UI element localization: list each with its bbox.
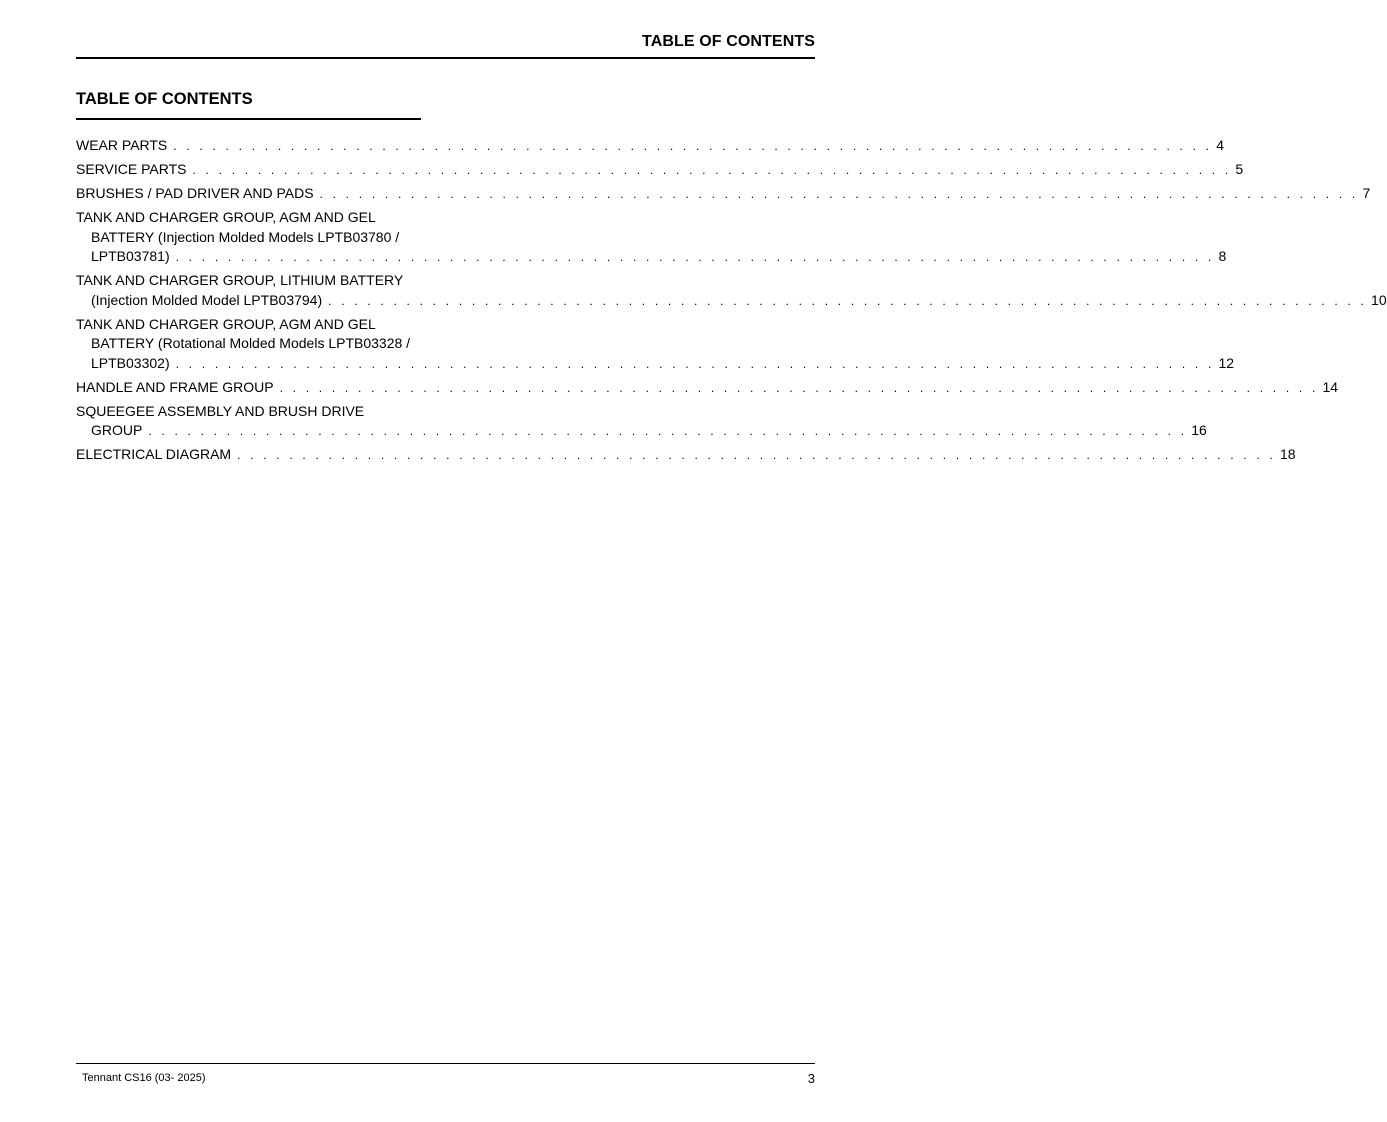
- dot-leader: . . . . . . . . . . . . . . . . . . . . . . . . . . . . . . . . . . . . . . . . . . . . . . . . . . . . . . . . . . . . . . . . . . . . . . . . . . . . . . . .: [175, 250, 1215, 264]
- toc-entry[interactable]: [76, 271, 1387, 311]
- toc-entry[interactable]: [76, 136, 1224, 157]
- toc-entry-text: SQUEEGEE ASSEMBLY AND BRUSH DRIVE: [76, 402, 365, 419]
- toc-entry[interactable]: [76, 402, 1207, 442]
- dot-leader: . . . . . . . . . . . . . . . . . . . . . . . . . . . . . . . . . . . . . . . . . . . . . . . . . . . . . . . . . . . . . . . . . . . . . . . . . . . . . . . .: [175, 356, 1215, 371]
- toc-entry-text: BATTERY (Rotational Molded Models LPTB03328 /: [91, 335, 411, 351]
- footer-rule: [76, 1063, 815, 1064]
- toc-title: TABLE OF CONTENTS: [76, 89, 421, 120]
- toc-page-number: 10: [1371, 291, 1387, 308]
- table-of-contents: [76, 89, 1387, 469]
- toc-entry-text: SERVICE PARTS: [76, 161, 187, 177]
- toc-page-number: 7: [1362, 185, 1371, 201]
- running-header-title: TABLE OF CONTENTS: [642, 33, 815, 50]
- dot-leader: . . . . . . . . . . . . . . . . . . . . . . . . . . . . . . . . . . . . . . . . . . . . . . . . . . . . . . . . . . . . . . . . . . . . . . . . . . . . . . . .: [328, 293, 1368, 308]
- toc-entry-text: LPTB03781): [91, 248, 170, 264]
- dot-leader: . . . . . . . . . . . . . . . . . . . . . . . . . . . . . . . . . . . . . . . . . . . . . . . . . . . . . . . . . . . . . . . . . . . . . . . . . . . . . . . .: [148, 424, 1188, 438]
- toc-page-number: 14: [1322, 378, 1339, 395]
- toc-entry[interactable]: [76, 445, 1296, 466]
- toc-entry-text: ELECTRICAL DIAGRAM: [76, 446, 232, 462]
- dot-leader: . . . . . . . . . . . . . . . . . . . . . . . . . . . . . . . . . . . . . . . . . . . . . . . . . . . . . . . . . . . . . . . . . . . . . . . . . . . . . . . .: [173, 139, 1213, 153]
- toc-page-number: 8: [1218, 248, 1227, 264]
- footer-document-id: Tennant CS16 (03- 2025): [82, 1072, 206, 1084]
- toc-entry-text: HANDLE AND FRAME GROUP: [76, 378, 274, 395]
- toc-entry-text: TANK AND CHARGER GROUP, LITHIUM BATTERY: [76, 272, 404, 288]
- toc-entry-text: LPTB03302): [91, 354, 170, 371]
- toc-page-number: 12: [1218, 354, 1235, 371]
- toc-page-number: 18: [1279, 446, 1296, 462]
- toc-entry-text: BRUSHES / PAD DRIVER AND PADS: [76, 185, 314, 201]
- toc-entry-text: TANK AND CHARGER GROUP, AGM AND GEL: [76, 315, 376, 332]
- toc-entry[interactable]: [76, 160, 1244, 181]
- toc-entry[interactable]: [76, 315, 1235, 375]
- toc-page-number: 4: [1216, 137, 1224, 153]
- footer-page-number: 3: [807, 1071, 815, 1086]
- toc-entry-text: BATTERY (Injection Molded Models LPTB03780 /: [91, 228, 400, 245]
- toc-page-number: 5: [1235, 161, 1244, 177]
- toc-entry[interactable]: [76, 208, 1227, 268]
- toc-entry-text: TANK AND CHARGER GROUP, AGM AND GEL: [76, 209, 376, 225]
- dot-leader: . . . . . . . . . . . . . . . . . . . . . . . . . . . . . . . . . . . . . . . . . . . . . . . . . . . . . . . . . . . . . . . . . . . . . . . . . . . . . . . .: [319, 187, 1359, 201]
- toc-entry-text: (Injection Molded Model LPTB03794): [91, 291, 323, 308]
- dot-leader: . . . . . . . . . . . . . . . . . . . . . . . . . . . . . . . . . . . . . . . . . . . . . . . . . . . . . . . . . . . . . . . . . . . . . . . . . . . . . . . .: [192, 163, 1232, 177]
- dot-leader: . . . . . . . . . . . . . . . . . . . . . . . . . . . . . . . . . . . . . . . . . . . . . . . . . . . . . . . . . . . . . . . . . . . . . . . . . . . . . . . .: [237, 448, 1276, 462]
- toc-page-number: 16: [1191, 422, 1207, 438]
- toc-entry[interactable]: [76, 184, 1371, 205]
- toc-entry-text: WEAR PARTS: [76, 137, 168, 153]
- toc-list: [76, 136, 1387, 466]
- toc-entry[interactable]: [76, 378, 1339, 399]
- header-rule: [76, 57, 815, 59]
- toc-entry-text: GROUP: [91, 422, 143, 438]
- dot-leader: . . . . . . . . . . . . . . . . . . . . . . . . . . . . . . . . . . . . . . . . . . . . . . . . . . . . . . . . . . . . . . . . . . . . . . . . . . . . . . . .: [279, 380, 1319, 395]
